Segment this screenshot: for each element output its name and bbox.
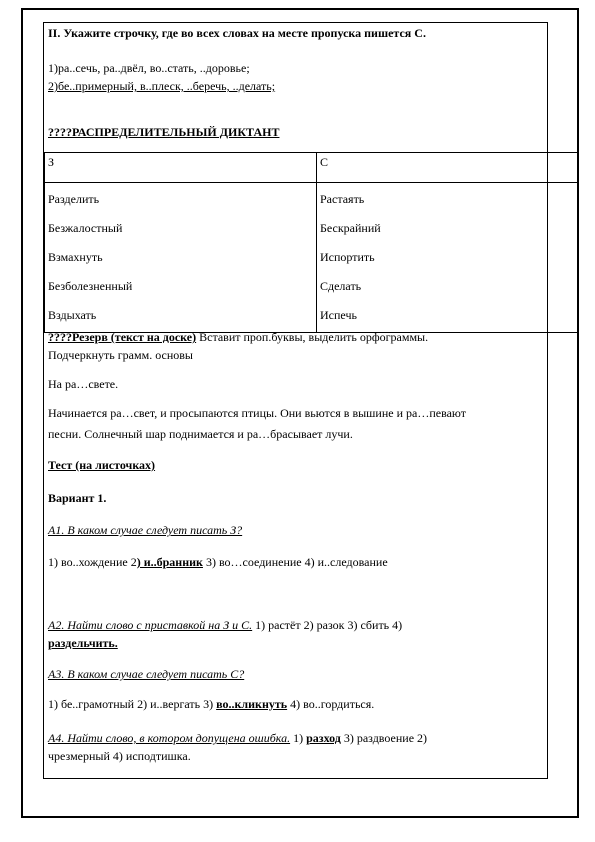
answers-a3: 1) бе..грамотный 2) и..вергать 3) во..кликнуть 4) во..гордиться. [48, 697, 375, 711]
column-z-words [45, 183, 317, 333]
answers-a1: 1) во..хождение 2) и..бранник 3) во…соединение 4) и..следование [48, 555, 388, 569]
test-title: Тест (на листочках) [48, 458, 156, 472]
task2-option-1: 1)ра..сечь, ра..двёл, во..стать, ..доровье; [48, 61, 250, 75]
dictation-title: ????РАСПРЕДЕЛИТЕЛЬНЫЙ ДИКТАНТ [48, 125, 280, 139]
question-a4: А4. Найти слово, в котором допущена ошибка. [48, 731, 291, 745]
word-z: Взмахнуть [48, 250, 103, 264]
reserve-text-title: На ра…свете. [48, 377, 119, 391]
answers-a4-line2: чрезмерный 4) исподтишка. [48, 749, 191, 763]
word-s: Испечь [320, 308, 357, 322]
word-s: Испортить [320, 250, 375, 264]
reserve-instruction: ????Резерв (текст на доске) Вставит проп.буквы, выделить орфограммы. [48, 330, 429, 344]
answers-a2-line2: раздельчить. [48, 636, 118, 650]
task2-option-2: 2)бе..примерный, в..плеск, ..беречь, ..делать; [48, 79, 276, 93]
word-z: Безболезненный [48, 279, 133, 293]
reserve-label: ????Резерв (текст на доске) [48, 330, 197, 344]
word-z: Вздыхать [48, 308, 97, 322]
word-z: Разделить [48, 192, 100, 206]
column-s-words [317, 183, 579, 333]
question-a4-line: А4. Найти слово, в котором допущена ошибка. 1) разход 3) раздвоение 2) [48, 731, 428, 745]
word-s: Сделать [320, 279, 362, 293]
reserve-instruction-line2: Подчеркнуть грамм. основы [48, 348, 193, 362]
question-a3: А3. В каком случае следует писать С? [48, 667, 245, 681]
reserve-text-line1: Начинается ра…свет, и просыпаются птицы. Они вьются в вышине и ра…певают [48, 406, 466, 420]
reserve-text-line2: песни. Солнечный шар поднимается и ра…брасывает лучи. [48, 427, 353, 441]
question-a2-line: А2. Найти слово с приставкой на З и С. 1) растёт 2) разок 3) сбить 4) [48, 618, 403, 632]
word-s: Бескрайний [320, 221, 381, 235]
question-a2: А2. Найти слово с приставкой на З и С. [48, 618, 253, 632]
task2-heading: II. Укажите строчку, где во всех словах на месте пропуска пишется С. [48, 26, 426, 40]
column-header-z: З [45, 153, 317, 183]
word-s: Растаять [320, 192, 365, 206]
dictation-table [44, 152, 579, 333]
test-variant: Вариант 1. [48, 491, 107, 505]
word-z: Безжалостный [48, 221, 123, 235]
question-a1: А1. В каком случае следует писать З? [48, 523, 243, 537]
column-header-s: С [317, 153, 579, 183]
